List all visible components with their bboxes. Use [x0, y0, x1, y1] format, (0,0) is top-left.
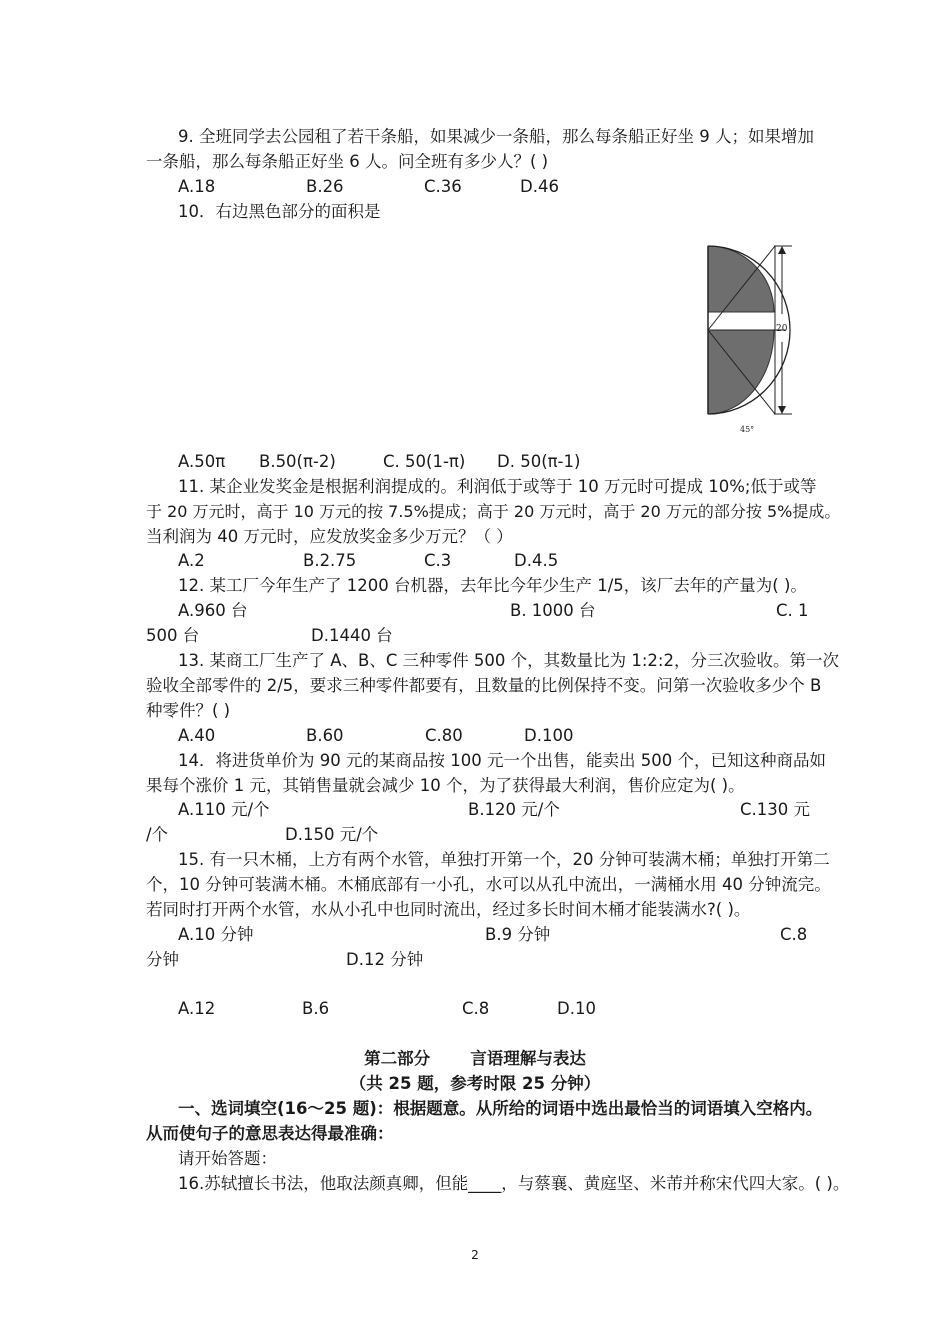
part2-instruction-line-1: 一、选词填空(16～25 题)：根据题意。从所给的词语中选出最恰当的词语填入空格内。: [178, 1099, 823, 1118]
q15-option-d: D.12 分钟: [346, 950, 424, 969]
q9-line-2: 一条船，那么每条船正好坐 6 人。问全班有多少人？( ): [146, 152, 549, 171]
q9-line-1: 9. 全班同学去公园租了若干条船，如果减少一条船，那么每条船正好坐 9 人；如果增加: [178, 127, 814, 146]
q12-option-c: C. 1: [776, 601, 809, 620]
semicircle-figure: [700, 238, 810, 438]
q14-option-a: A.110 元/个: [178, 800, 270, 819]
q13-option-b: B.60: [306, 726, 344, 745]
q11-line-2: 于 20 万元时，高于 10 万元的按 7.5%提成；高于 20 万元时，高于 20 万元的部分按 5%提成。: [146, 502, 841, 521]
figure-label-45: 45°: [740, 425, 755, 434]
q10-line-1: 10．右边黑色部分的面积是: [178, 202, 381, 221]
q15-line-1: 15. 有一只木桶，上方有两个水管，单独打开第一个，20 分钟可装满木桶；单独打开第二: [178, 850, 830, 869]
q14-line-2: 果每个涨价 1 元，其销售量就会减少 10 个，为了获得最大利润，售价应定为( )。: [146, 776, 745, 795]
page-number: 2: [471, 1248, 479, 1262]
q13-line-3: 种零件？( ): [146, 701, 231, 720]
part2-instruction-line-2: 从而使句子的意思表达得最准确：: [146, 1124, 394, 1143]
extra-option-b: B.6: [302, 999, 330, 1018]
q11-option-d: D.4.5: [514, 551, 559, 570]
q11-option-a: A.2: [178, 551, 205, 570]
q12-option-b: B. 1000 台: [510, 601, 596, 620]
q9-option-a: A.18: [178, 177, 216, 196]
q14-option-c-cont: /个: [146, 825, 169, 844]
q10-option-a: A.50π: [178, 452, 226, 471]
extra-option-c: C.8: [462, 999, 490, 1018]
q16-line-1: 16.苏轼擅长书法，他取法颜真卿，但能____，与蔡襄、黄庭坚、米芾并称宋代四大家。( )。: [178, 1174, 850, 1193]
q15-line-2: 个，10 分钟可装满木桶。木桶底部有一小孔，水可以从孔中流出，一满桶水用 40 分钟流完。: [146, 875, 831, 894]
q15-line-3: 若同时打开两个水管，水从小孔中也同时流出，经过多长时间木桶才能装满水?( )。: [146, 900, 751, 919]
q13-option-a: A.40: [178, 726, 216, 745]
extra-option-d: D.10: [557, 999, 596, 1018]
q11-option-c: C.3: [424, 551, 452, 570]
q12-option-c-cont: 500 台: [146, 626, 200, 645]
q11-line-3: 当利润为 40 万元时，应发放奖金多少万元？（ ）: [146, 527, 513, 546]
figure-label-20: 20: [776, 324, 788, 334]
extra-option-a: A.12: [178, 999, 216, 1018]
q12-option-a: A.960 台: [178, 601, 248, 620]
q14-option-b: B.120 元/个: [468, 800, 560, 819]
q14-option-c: C.130 元: [740, 800, 811, 819]
q14-line-1: 14．将进货单价为 90 元的某商品按 100 元一个出售，能卖出 500 个，已知这种商品如: [178, 751, 826, 770]
part2-title: 第二部分 言语理解与表达: [364, 1049, 586, 1068]
q11-option-b: B.2.75: [303, 551, 357, 570]
q14-option-d: D.150 元/个: [285, 825, 379, 844]
q10-option-b: B.50(π-2): [259, 452, 336, 471]
q15-option-b: B.9 分钟: [485, 925, 551, 944]
q12-line-1: 12. 某工厂今年生产了 1200 台机器，去年比今年少生产 1/5，该厂去年的产量为( )。: [178, 576, 807, 595]
q10-option-c: C. 50(1-π): [383, 452, 466, 471]
part2-start: 请开始答题：: [178, 1149, 277, 1168]
q10-option-d: D. 50(π-1): [497, 452, 581, 471]
q9-option-c: C.36: [424, 177, 462, 196]
part2-subtitle: （共 25 题，参考时限 25 分钟）: [349, 1074, 601, 1093]
q13-line-2: 验收全部零件的 2/5，要求三种零件都要有，且数量的比例保持不变。问第一次验收多少个 B: [146, 676, 822, 695]
q9-option-d: D.46: [520, 177, 559, 196]
q15-option-c-cont: 分钟: [146, 950, 179, 969]
q15-option-a: A.10 分钟: [178, 925, 254, 944]
q11-line-1: 11. 某企业发奖金是根据利润提成的。利润低于或等于 10 万元时可提成 10%;低于或等: [178, 477, 817, 496]
q9-option-b: B.26: [306, 177, 344, 196]
q13-option-c: C.80: [425, 726, 463, 745]
q12-option-d: D.1440 台: [311, 626, 393, 645]
q13-option-d: D.100: [524, 726, 574, 745]
q13-line-1: 13. 某商工厂生产了 A、B、C 三种零件 500 个，其数量比为 1:2:2，分三次验收。第一次: [178, 651, 839, 670]
q15-option-c: C.8: [780, 925, 808, 944]
